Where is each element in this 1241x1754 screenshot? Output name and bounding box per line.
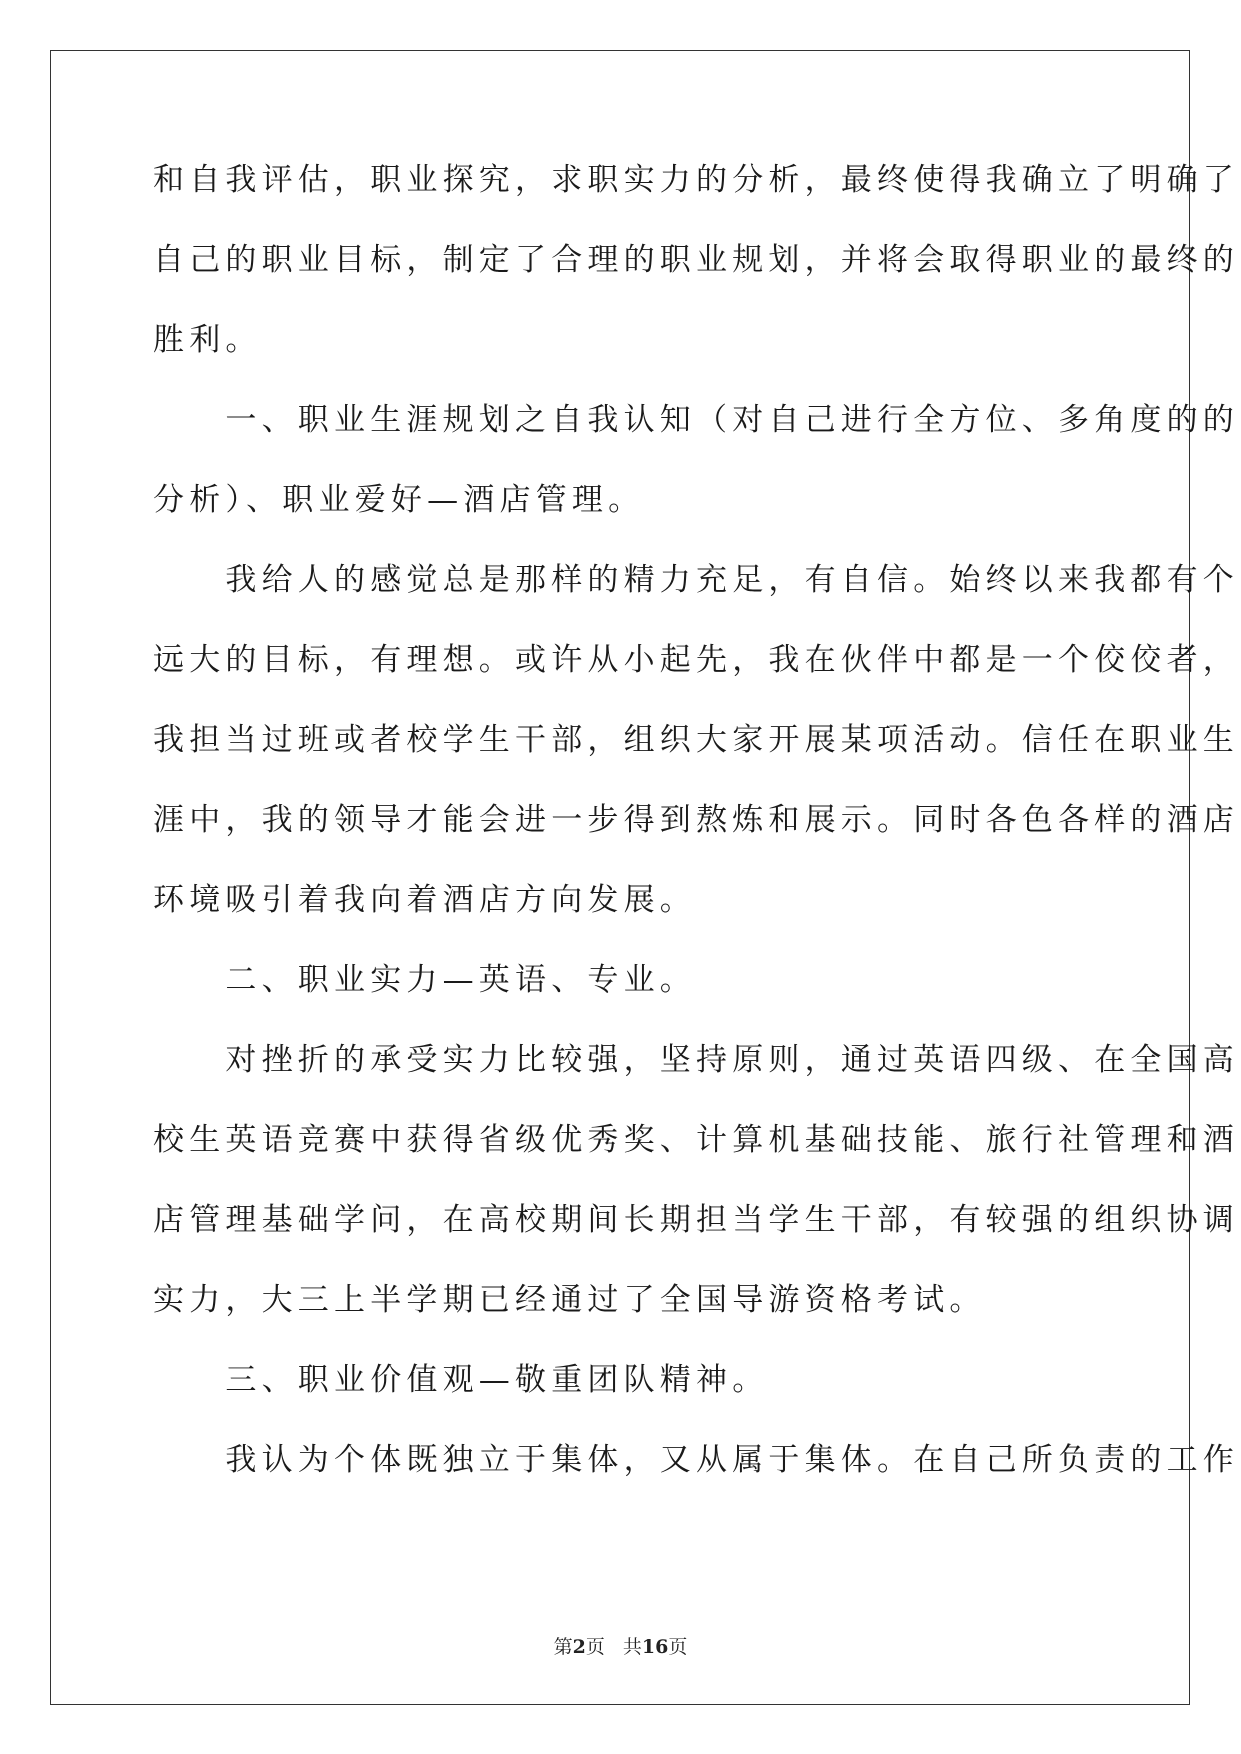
footer-total-prefix: 共 [622,1636,642,1658]
text-line: 环境吸引着我向着酒店方向发展。 [153,882,696,918]
document-body [153,160,1239,1520]
footer-page-suffix: 页 [585,1636,605,1658]
page-footer [0,1632,1241,1659]
text-line: 远大的目标，有理想。或许从小起先，我在伙伴中都是一个佼佼者， [153,642,1239,678]
text-line: 二、职业实力—英语、专业。 [153,962,696,998]
text-line: 店管理基础学问，在高校期间长期担当学生干部，有较强的组织协调 [153,1202,1239,1238]
text-line: 实力，大三上半学期已经通过了全国导游资格考试。 [153,1282,986,1318]
text-line: 自己的职业目标，制定了合理的职业规划，并将会取得职业的最终的 [153,242,1239,278]
text-line: 胜利。 [153,322,262,358]
footer-total-suffix: 页 [668,1636,688,1658]
text-line: 我担当过班或者校学生干部，组织大家开展某项活动。信任在职业生 [153,722,1239,758]
total-pages: 16 [641,1636,669,1658]
text-line: 分析）、职业爱好—酒店管理。 [153,482,645,518]
text-line: 校生英语竞赛中获得省级优秀奖、计算机基础技能、旅行社管理和酒 [153,1122,1239,1158]
page-number: 2 [572,1636,586,1658]
text-line: 我认为个体既独立于集体，又从属于集体。在自己所负责的工作 [153,1442,1239,1478]
text-line: 我给人的感觉总是那样的精力充足，有自信。始终以来我都有个 [153,562,1239,598]
footer-prefix: 第 [553,1636,573,1658]
text-line: 和自我评估，职业探究，求职实力的分析，最终使得我确立了明确了 [153,162,1239,198]
text-line: 一、职业生涯规划之自我认知（对自己进行全方位、多角度的的 [153,402,1239,438]
text-line: 对挫折的承受实力比较强，坚持原则，通过英语四级、在全国高 [153,1042,1239,1078]
text-line: 三、职业价值观—敬重团队精神。 [153,1362,769,1398]
text-line: 涯中，我的领导才能会进一步得到熬炼和展示。同时各色各样的酒店 [153,802,1239,838]
